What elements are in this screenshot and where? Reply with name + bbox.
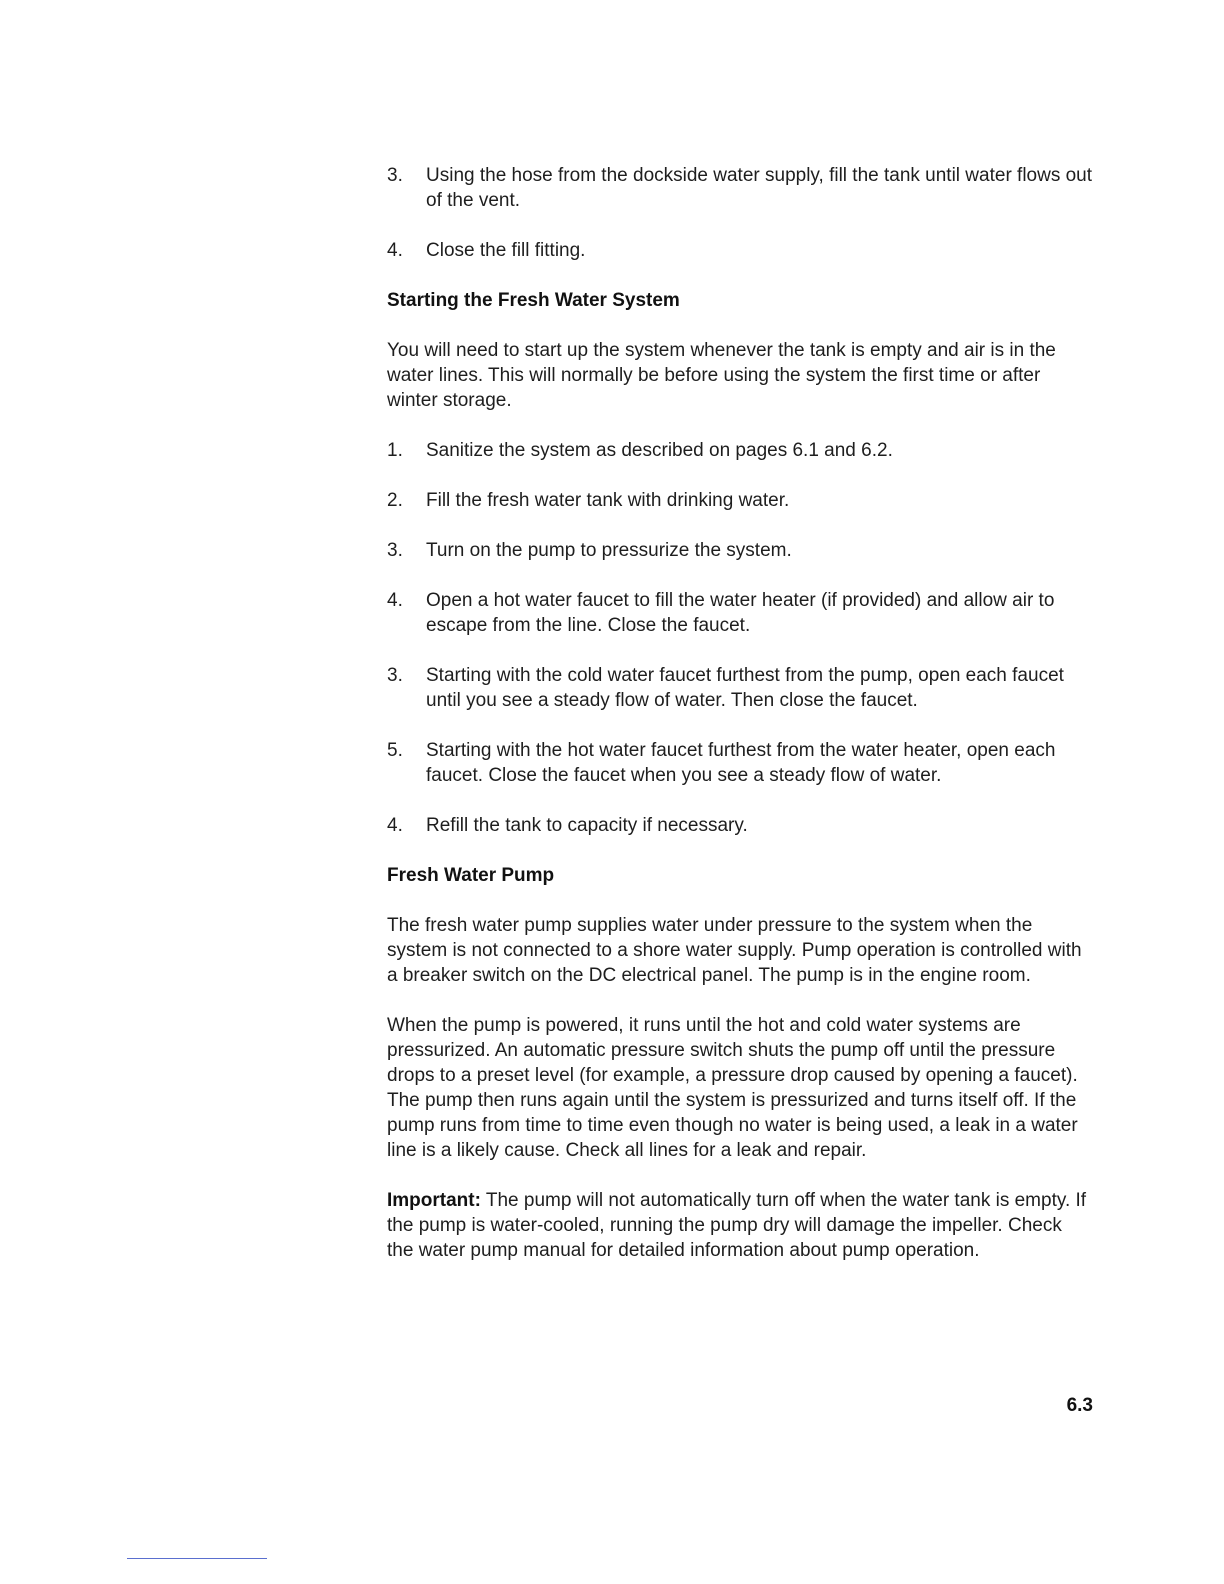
list-item: [387, 163, 1093, 213]
section-heading-starting: Starting the Fresh Water System: [387, 290, 680, 311]
list-item-number: 4.: [387, 815, 403, 836]
list-item-text: Open a hot water faucet to fill the water heater (if provided) and allow air to escape from the line. Close the faucet.: [426, 590, 1055, 636]
bottom-rule: [127, 1558, 267, 1559]
list-item: [387, 813, 1093, 838]
list-item-text: Turn on the pump to pressurize the system.: [426, 540, 792, 561]
list-item-text: Starting with the hot water faucet furthest from the water heater, open each faucet. Close the faucet when you see a steady flow of water.: [426, 740, 1056, 786]
page-number: 6.3: [1066, 1395, 1093, 1416]
section-heading-pump: Fresh Water Pump: [387, 865, 555, 886]
list-item: [387, 588, 1093, 638]
list-item: [387, 238, 1093, 263]
list-item-number: 3.: [387, 540, 403, 561]
important-label: Important:: [387, 1190, 481, 1211]
list-item-number: 2.: [387, 490, 403, 511]
list-item: [387, 738, 1093, 788]
list-item-number: 5.: [387, 740, 403, 761]
list-item-text: Close the fill fitting.: [426, 240, 586, 261]
list-item-text: Fill the fresh water tank with drinking water.: [426, 490, 790, 511]
list-item-number: 1.: [387, 440, 403, 461]
page-content: [387, 163, 1093, 1288]
list-item-text: Sanitize the system as described on pages 6.1 and 6.2.: [426, 440, 893, 461]
pump-paragraph-2: When the pump is powered, it runs until the hot and cold water systems are pressurized. An automatic pressure switch shuts the pump off until the pressure drops to a preset level (for example, a pressure drop caused by opening a faucet). The pump then runs again until the system is pressurized and turns itself off. If the pump runs from time to time even though no water is being used, a leak in a water line is a likely cause. Check all lines for a leak and repair.: [387, 1015, 1078, 1161]
list-item-number: 4.: [387, 590, 403, 611]
list-item-number: 3.: [387, 665, 403, 686]
important-note: [387, 1188, 1093, 1263]
important-text: The pump will not automatically turn off when the water tank is empty. If the pump is water-cooled, running the pump dry will damage the impeller. Check the water pump manual for detailed information about pump operation.: [387, 1190, 1087, 1261]
list-item-text: Starting with the cold water faucet furthest from the pump, open each faucet until you see a steady flow of water. Then close the faucet.: [426, 665, 1064, 711]
list-item-number: 3.: [387, 165, 403, 186]
section-intro-paragraph: You will need to start up the system whenever the tank is empty and air is in the water lines. This will normally be before using the system the first time or after winter storage.: [387, 340, 1056, 411]
pump-paragraph-1: The fresh water pump supplies water under pressure to the system when the system is not connected to a shore water supply. Pump operation is controlled with a breaker switch on the DC electrical panel. The pump is in the engine room.: [387, 915, 1082, 986]
list-item-text: Using the hose from the dockside water supply, fill the tank until water flows out of the vent.: [426, 165, 1093, 211]
list-item: [387, 538, 1093, 563]
list-item: [387, 488, 1093, 513]
list-item-text: Refill the tank to capacity if necessary.: [426, 815, 748, 836]
list-item: [387, 438, 1093, 463]
list-item-number: 4.: [387, 240, 403, 261]
list-item: [387, 663, 1093, 713]
